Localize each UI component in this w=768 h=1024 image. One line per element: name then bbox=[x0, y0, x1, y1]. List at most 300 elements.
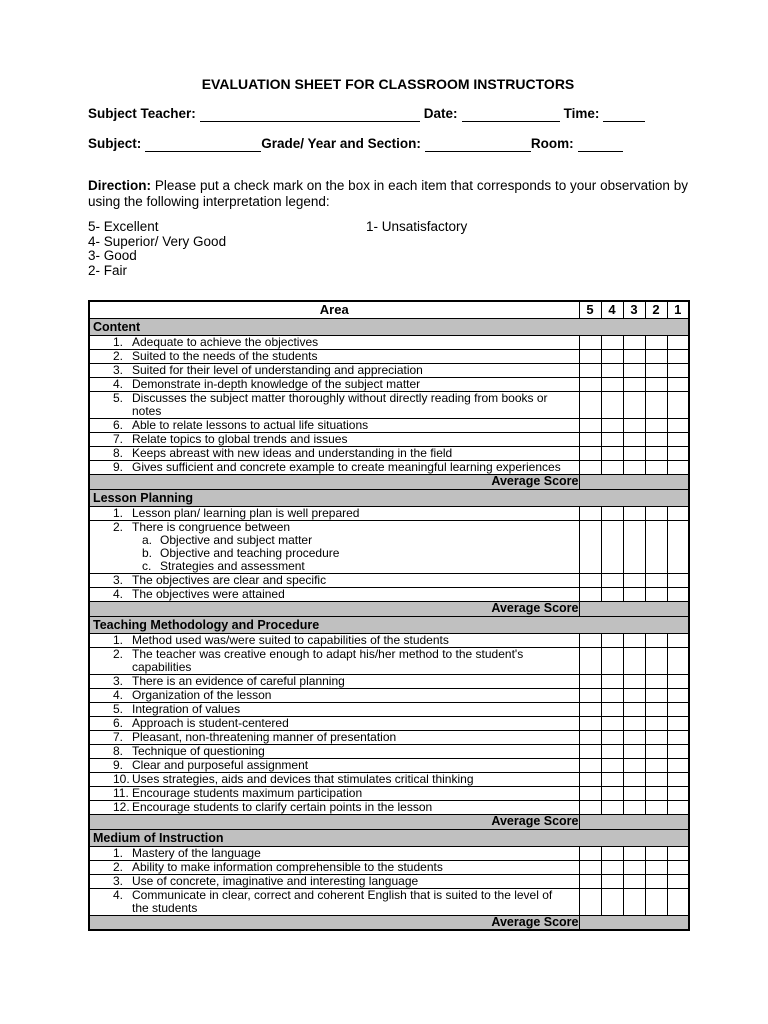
score-cell-3[interactable] bbox=[623, 573, 645, 587]
score-cell-2[interactable] bbox=[645, 846, 667, 860]
area-cell bbox=[89, 730, 579, 744]
score-cell-5[interactable] bbox=[579, 633, 601, 647]
score-cell-3[interactable] bbox=[623, 888, 645, 915]
score-cell-4[interactable] bbox=[601, 874, 623, 888]
item-number: 6. bbox=[113, 417, 124, 432]
score-cell-4[interactable] bbox=[601, 744, 623, 758]
subitem-letter: a. bbox=[142, 532, 153, 547]
item-row bbox=[89, 716, 689, 730]
area-cell bbox=[89, 744, 579, 758]
legend-right-column bbox=[366, 220, 467, 278]
section-title: Content bbox=[89, 318, 689, 335]
score-cell-3[interactable] bbox=[623, 587, 645, 601]
score-cell-4[interactable] bbox=[601, 432, 623, 446]
score-cell-3[interactable] bbox=[623, 460, 645, 474]
area-cell bbox=[89, 874, 579, 888]
item-text-line bbox=[90, 574, 579, 587]
item-text: Uses strategies, aids and devices that stimulates critical thinking bbox=[132, 771, 474, 786]
score-cell-3[interactable] bbox=[623, 432, 645, 446]
score-cell-1[interactable] bbox=[667, 716, 689, 730]
item-number: 9. bbox=[113, 757, 124, 772]
score-cell-4[interactable] bbox=[601, 800, 623, 814]
score-cell-2[interactable] bbox=[645, 446, 667, 460]
item-row bbox=[89, 460, 689, 474]
score-cell-5[interactable] bbox=[579, 647, 601, 674]
score-cell-5[interactable] bbox=[579, 688, 601, 702]
date-blank[interactable] bbox=[462, 107, 560, 122]
score-cell-2[interactable] bbox=[645, 377, 667, 391]
item-number: 7. bbox=[113, 729, 124, 744]
item-text: Relate topics to global trends and issues bbox=[132, 431, 348, 446]
score-cell-4[interactable] bbox=[601, 460, 623, 474]
score-cell-1[interactable] bbox=[667, 702, 689, 716]
item-row bbox=[89, 633, 689, 647]
item-text-line bbox=[90, 759, 579, 772]
score-cell-5[interactable] bbox=[579, 587, 601, 601]
score-cell-2[interactable] bbox=[645, 573, 667, 587]
score-cell-4[interactable] bbox=[601, 363, 623, 377]
score-cell-4[interactable] bbox=[601, 786, 623, 800]
average-score-cell[interactable] bbox=[579, 474, 689, 489]
score-cell-5[interactable] bbox=[579, 702, 601, 716]
score-cell-5[interactable] bbox=[579, 758, 601, 772]
item-number: 11. bbox=[113, 785, 129, 800]
area-cell bbox=[89, 335, 579, 349]
item-text: Lesson plan/ learning plan is well prepared bbox=[132, 505, 360, 520]
score-cell-4[interactable] bbox=[601, 674, 623, 688]
score-cell-1[interactable] bbox=[667, 460, 689, 474]
score-cell-1[interactable] bbox=[667, 377, 689, 391]
score-cell-3[interactable] bbox=[623, 349, 645, 363]
evaluation-table bbox=[88, 300, 690, 931]
score-cell-4[interactable] bbox=[601, 702, 623, 716]
score-cell-2[interactable] bbox=[645, 874, 667, 888]
area-cell bbox=[89, 349, 579, 363]
score-cell-2[interactable] bbox=[645, 418, 667, 432]
score-cell-3[interactable] bbox=[623, 520, 645, 573]
score-cell-5[interactable] bbox=[579, 860, 601, 874]
subject-teacher-label: Subject Teacher: bbox=[88, 106, 196, 121]
item-row bbox=[89, 520, 689, 573]
legend-item-1: 1- Unsatisfactory bbox=[366, 219, 468, 234]
score-cell-4[interactable] bbox=[601, 587, 623, 601]
item-row bbox=[89, 772, 689, 786]
score-cell-2[interactable] bbox=[645, 506, 667, 520]
score-cell-1[interactable] bbox=[667, 363, 689, 377]
subitem-letter: b. bbox=[142, 545, 153, 560]
score-cell-4[interactable] bbox=[601, 335, 623, 349]
score-cell-4[interactable] bbox=[601, 647, 623, 674]
item-text-line bbox=[90, 689, 579, 702]
score-cell-4[interactable] bbox=[601, 520, 623, 573]
score-cell-3[interactable] bbox=[623, 730, 645, 744]
average-score-cell[interactable] bbox=[579, 814, 689, 829]
score-cell-1[interactable] bbox=[667, 688, 689, 702]
score-cell-2[interactable] bbox=[645, 888, 667, 915]
score-cell-2[interactable] bbox=[645, 460, 667, 474]
score-cell-3[interactable] bbox=[623, 716, 645, 730]
score-cell-4[interactable] bbox=[601, 758, 623, 772]
item-text: Integration of values bbox=[132, 701, 241, 716]
score-cell-5[interactable] bbox=[579, 520, 601, 573]
item-text-line bbox=[90, 447, 579, 460]
item-number: 1. bbox=[113, 334, 124, 349]
item-text: Approach is student-centered bbox=[132, 715, 289, 730]
area-cell bbox=[89, 674, 579, 688]
item-number: 4. bbox=[113, 887, 124, 902]
score-cell-2[interactable] bbox=[645, 730, 667, 744]
score-cell-5[interactable] bbox=[579, 730, 601, 744]
score-cell-3[interactable] bbox=[623, 772, 645, 786]
score-cell-5[interactable] bbox=[579, 786, 601, 800]
score-cell-1[interactable] bbox=[667, 446, 689, 460]
score-cell-1[interactable] bbox=[667, 860, 689, 874]
score-cell-5[interactable] bbox=[579, 772, 601, 786]
score-cell-4[interactable] bbox=[601, 716, 623, 730]
score-cell-5[interactable] bbox=[579, 446, 601, 460]
section-row bbox=[89, 829, 689, 846]
table-header-row bbox=[89, 301, 689, 318]
score-cell-4[interactable] bbox=[601, 506, 623, 520]
item-text: Clear and purposeful assignment bbox=[132, 757, 309, 772]
score-column-header-1: 1 bbox=[667, 301, 689, 318]
area-cell bbox=[89, 846, 579, 860]
score-cell-1[interactable] bbox=[667, 432, 689, 446]
score-cell-1[interactable] bbox=[667, 520, 689, 573]
average-score-cell[interactable] bbox=[579, 601, 689, 616]
interpretation-legend bbox=[88, 220, 688, 278]
item-number: 12. bbox=[113, 799, 130, 814]
item-text: Encourage students to clarify certain points in the lesson bbox=[132, 799, 433, 814]
item-row bbox=[89, 573, 689, 587]
item-number: 3. bbox=[113, 873, 124, 888]
score-cell-1[interactable] bbox=[667, 506, 689, 520]
score-cell-2[interactable] bbox=[645, 744, 667, 758]
item-row bbox=[89, 758, 689, 772]
score-cell-5[interactable] bbox=[579, 418, 601, 432]
score-cell-3[interactable] bbox=[623, 647, 645, 674]
score-cell-1[interactable] bbox=[667, 874, 689, 888]
item-row bbox=[89, 335, 689, 349]
score-cell-4[interactable] bbox=[601, 772, 623, 786]
score-cell-2[interactable] bbox=[645, 786, 667, 800]
item-number: 6. bbox=[113, 715, 124, 730]
subitem-text-line bbox=[90, 560, 579, 573]
score-cell-3[interactable] bbox=[623, 377, 645, 391]
average-score-row bbox=[89, 474, 689, 489]
area-cell bbox=[89, 633, 579, 647]
item-text: There is an evidence of careful planning bbox=[132, 673, 345, 688]
section-row bbox=[89, 318, 689, 335]
average-score-label: Average Score bbox=[89, 601, 579, 616]
area-cell bbox=[89, 786, 579, 800]
item-text: Encourage students maximum participation bbox=[132, 785, 363, 800]
direction-paragraph bbox=[88, 178, 688, 210]
score-column-header-3: 3 bbox=[623, 301, 645, 318]
score-cell-1[interactable] bbox=[667, 573, 689, 587]
legend-item-2: 2- Fair bbox=[88, 262, 128, 278]
subject-blank[interactable] bbox=[145, 137, 261, 152]
score-cell-5[interactable] bbox=[579, 716, 601, 730]
item-text-line bbox=[90, 461, 579, 474]
item-text-line bbox=[90, 350, 579, 363]
grade-year-section-label: Grade/ Year and Section: bbox=[261, 136, 421, 151]
score-cell-5[interactable] bbox=[579, 335, 601, 349]
score-cell-1[interactable] bbox=[667, 772, 689, 786]
area-column-header: Area bbox=[89, 301, 579, 318]
score-cell-1[interactable] bbox=[667, 674, 689, 688]
score-cell-1[interactable] bbox=[667, 349, 689, 363]
score-cell-1[interactable] bbox=[667, 786, 689, 800]
score-cell-2[interactable] bbox=[645, 674, 667, 688]
item-text-line bbox=[90, 787, 579, 800]
score-cell-5[interactable] bbox=[579, 800, 601, 814]
item-number: 7. bbox=[113, 431, 124, 446]
score-cell-2[interactable] bbox=[645, 349, 667, 363]
area-cell bbox=[89, 446, 579, 460]
item-text-line bbox=[90, 507, 579, 520]
score-cell-5[interactable] bbox=[579, 460, 601, 474]
score-cell-1[interactable] bbox=[667, 391, 689, 418]
legend-left-column bbox=[88, 220, 366, 278]
score-cell-3[interactable] bbox=[623, 633, 645, 647]
item-row bbox=[89, 874, 689, 888]
item-row bbox=[89, 587, 689, 601]
item-number: 4. bbox=[113, 687, 124, 702]
area-cell bbox=[89, 587, 579, 601]
item-row bbox=[89, 418, 689, 432]
score-cell-3[interactable] bbox=[623, 418, 645, 432]
score-cell-3[interactable] bbox=[623, 335, 645, 349]
item-row bbox=[89, 730, 689, 744]
score-cell-1[interactable] bbox=[667, 647, 689, 674]
score-cell-2[interactable] bbox=[645, 335, 667, 349]
area-cell bbox=[89, 432, 579, 446]
score-cell-3[interactable] bbox=[623, 506, 645, 520]
score-cell-2[interactable] bbox=[645, 520, 667, 573]
score-cell-2[interactable] bbox=[645, 647, 667, 674]
score-cell-5[interactable] bbox=[579, 874, 601, 888]
score-cell-4[interactable] bbox=[601, 391, 623, 418]
score-cell-2[interactable] bbox=[645, 688, 667, 702]
score-cell-5[interactable] bbox=[579, 506, 601, 520]
item-text: Adequate to achieve the objectives bbox=[132, 334, 319, 349]
item-row bbox=[89, 506, 689, 520]
item-text-line bbox=[90, 731, 579, 744]
item-row bbox=[89, 888, 689, 915]
item-text: Pleasant, non-threatening manner of presentation bbox=[132, 729, 397, 744]
subitem-text: Objective and teaching procedure bbox=[160, 545, 340, 560]
item-text-line bbox=[90, 521, 579, 534]
score-cell-3[interactable] bbox=[623, 688, 645, 702]
score-cell-1[interactable] bbox=[667, 730, 689, 744]
item-number: 4. bbox=[113, 586, 124, 601]
item-text-line bbox=[90, 419, 579, 432]
score-cell-2[interactable] bbox=[645, 758, 667, 772]
score-cell-1[interactable] bbox=[667, 888, 689, 915]
item-text: The objectives are clear and specific bbox=[132, 572, 327, 587]
item-number: 3. bbox=[113, 673, 124, 688]
section-title: Lesson Planning bbox=[89, 489, 689, 506]
score-cell-1[interactable] bbox=[667, 744, 689, 758]
score-cell-2[interactable] bbox=[645, 716, 667, 730]
item-text: Able to relate lessons to actual life situations bbox=[132, 417, 369, 432]
item-row bbox=[89, 446, 689, 460]
subitem-text: Strategies and assessment bbox=[160, 558, 305, 573]
score-cell-3[interactable] bbox=[623, 786, 645, 800]
area-cell bbox=[89, 460, 579, 474]
item-text: There is congruence between bbox=[132, 519, 291, 534]
grade-year-section-blank[interactable] bbox=[425, 137, 531, 152]
item-row bbox=[89, 786, 689, 800]
score-cell-5[interactable] bbox=[579, 846, 601, 860]
score-cell-3[interactable] bbox=[623, 446, 645, 460]
header-field-line-2 bbox=[88, 135, 688, 152]
section-title: Medium of Instruction bbox=[89, 829, 689, 846]
average-score-row bbox=[89, 814, 689, 829]
score-cell-3[interactable] bbox=[623, 702, 645, 716]
item-text-line bbox=[90, 634, 579, 647]
time-label: Time: bbox=[563, 106, 600, 121]
item-text-line bbox=[90, 875, 579, 888]
score-cell-2[interactable] bbox=[645, 363, 667, 377]
score-cell-5[interactable] bbox=[579, 391, 601, 418]
score-cell-4[interactable] bbox=[601, 846, 623, 860]
score-cell-4[interactable] bbox=[601, 730, 623, 744]
score-cell-3[interactable] bbox=[623, 846, 645, 860]
score-cell-3[interactable] bbox=[623, 874, 645, 888]
legend-item-5: 5- Excellent bbox=[88, 219, 159, 234]
area-cell bbox=[89, 716, 579, 730]
score-cell-5[interactable] bbox=[579, 573, 601, 587]
area-cell bbox=[89, 647, 579, 674]
score-cell-5[interactable] bbox=[579, 432, 601, 446]
score-cell-1[interactable] bbox=[667, 800, 689, 814]
area-cell bbox=[89, 418, 579, 432]
room-blank[interactable] bbox=[578, 137, 623, 152]
item-text-line bbox=[90, 378, 579, 391]
item-text-line bbox=[90, 364, 579, 377]
score-cell-4[interactable] bbox=[601, 888, 623, 915]
item-text: Suited to the needs of the students bbox=[132, 348, 318, 363]
score-cell-2[interactable] bbox=[645, 702, 667, 716]
item-text: Suited for their level of understanding and appreciation bbox=[132, 362, 423, 377]
item-text: Gives sufficient and concrete example to create meaningful learning experiences bbox=[132, 459, 561, 474]
score-cell-5[interactable] bbox=[579, 888, 601, 915]
item-text-line bbox=[90, 336, 579, 349]
subject-teacher-blank[interactable] bbox=[200, 107, 420, 122]
score-cell-4[interactable] bbox=[601, 633, 623, 647]
item-text-line bbox=[90, 717, 579, 730]
item-number: 2. bbox=[113, 348, 124, 363]
evaluation-table-head bbox=[89, 301, 689, 318]
item-row bbox=[89, 860, 689, 874]
item-number: 10. bbox=[113, 771, 130, 786]
item-text-line bbox=[90, 648, 579, 674]
area-cell bbox=[89, 860, 579, 874]
item-row bbox=[89, 800, 689, 814]
score-cell-1[interactable] bbox=[667, 587, 689, 601]
score-cell-1[interactable] bbox=[667, 418, 689, 432]
score-cell-5[interactable] bbox=[579, 349, 601, 363]
direction-text: Please put a check mark on the box in each item that corresponds to your observation by using the following interpretation legend: bbox=[88, 178, 688, 209]
item-number: 1. bbox=[113, 505, 124, 520]
score-cell-4[interactable] bbox=[601, 418, 623, 432]
score-cell-5[interactable] bbox=[579, 377, 601, 391]
item-row bbox=[89, 349, 689, 363]
item-text-line bbox=[90, 703, 579, 716]
score-cell-3[interactable] bbox=[623, 363, 645, 377]
area-cell bbox=[89, 391, 579, 418]
item-row bbox=[89, 846, 689, 860]
header-field-line-1 bbox=[88, 105, 688, 122]
score-cell-1[interactable] bbox=[667, 846, 689, 860]
item-text: Keeps abreast with new ideas and understanding in the field bbox=[132, 445, 453, 460]
item-text: Organization of the lesson bbox=[132, 687, 272, 702]
item-text: Method used was/were suited to capabilities of the students bbox=[132, 632, 449, 647]
date-label: Date: bbox=[423, 106, 458, 121]
score-cell-5[interactable] bbox=[579, 744, 601, 758]
score-cell-3[interactable] bbox=[623, 758, 645, 772]
section-row bbox=[89, 489, 689, 506]
score-cell-2[interactable] bbox=[645, 772, 667, 786]
score-cell-3[interactable] bbox=[623, 391, 645, 418]
average-score-label: Average Score bbox=[89, 474, 579, 489]
page-title: EVALUATION SHEET FOR CLASSROOM INSTRUCTORS bbox=[201, 76, 575, 92]
item-text: Discusses the subject matter thoroughly without directly reading from books or notes bbox=[132, 390, 548, 418]
time-blank[interactable] bbox=[603, 107, 645, 122]
area-cell bbox=[89, 363, 579, 377]
item-text-line bbox=[90, 675, 579, 688]
score-cell-4[interactable] bbox=[601, 377, 623, 391]
score-cell-2[interactable] bbox=[645, 391, 667, 418]
area-cell bbox=[89, 520, 579, 573]
item-number: 2. bbox=[113, 646, 124, 661]
score-cell-2[interactable] bbox=[645, 633, 667, 647]
area-cell bbox=[89, 772, 579, 786]
score-cell-5[interactable] bbox=[579, 674, 601, 688]
score-cell-1[interactable] bbox=[667, 758, 689, 772]
item-number: 8. bbox=[113, 445, 124, 460]
score-cell-4[interactable] bbox=[601, 349, 623, 363]
score-cell-1[interactable] bbox=[667, 335, 689, 349]
section-title: Teaching Methodology and Procedure bbox=[89, 616, 689, 633]
score-cell-2[interactable] bbox=[645, 432, 667, 446]
score-cell-2[interactable] bbox=[645, 800, 667, 814]
score-cell-4[interactable] bbox=[601, 688, 623, 702]
item-text-line bbox=[90, 392, 579, 418]
item-row bbox=[89, 363, 689, 377]
item-text: The teacher was creative enough to adapt his/her method to the student's capabilities bbox=[132, 646, 524, 674]
score-cell-5[interactable] bbox=[579, 363, 601, 377]
score-cell-4[interactable] bbox=[601, 573, 623, 587]
score-cell-3[interactable] bbox=[623, 860, 645, 874]
score-cell-4[interactable] bbox=[601, 446, 623, 460]
score-column-header-2: 2 bbox=[645, 301, 667, 318]
legend-item-4: 4- Superior/ Very Good bbox=[88, 233, 227, 249]
score-cell-2[interactable] bbox=[645, 587, 667, 601]
score-cell-3[interactable] bbox=[623, 674, 645, 688]
score-cell-1[interactable] bbox=[667, 633, 689, 647]
score-cell-4[interactable] bbox=[601, 860, 623, 874]
score-column-header-4: 4 bbox=[601, 301, 623, 318]
score-cell-2[interactable] bbox=[645, 860, 667, 874]
section-row bbox=[89, 616, 689, 633]
score-cell-3[interactable] bbox=[623, 800, 645, 814]
score-cell-3[interactable] bbox=[623, 744, 645, 758]
area-cell bbox=[89, 702, 579, 716]
average-score-cell[interactable] bbox=[579, 915, 689, 930]
